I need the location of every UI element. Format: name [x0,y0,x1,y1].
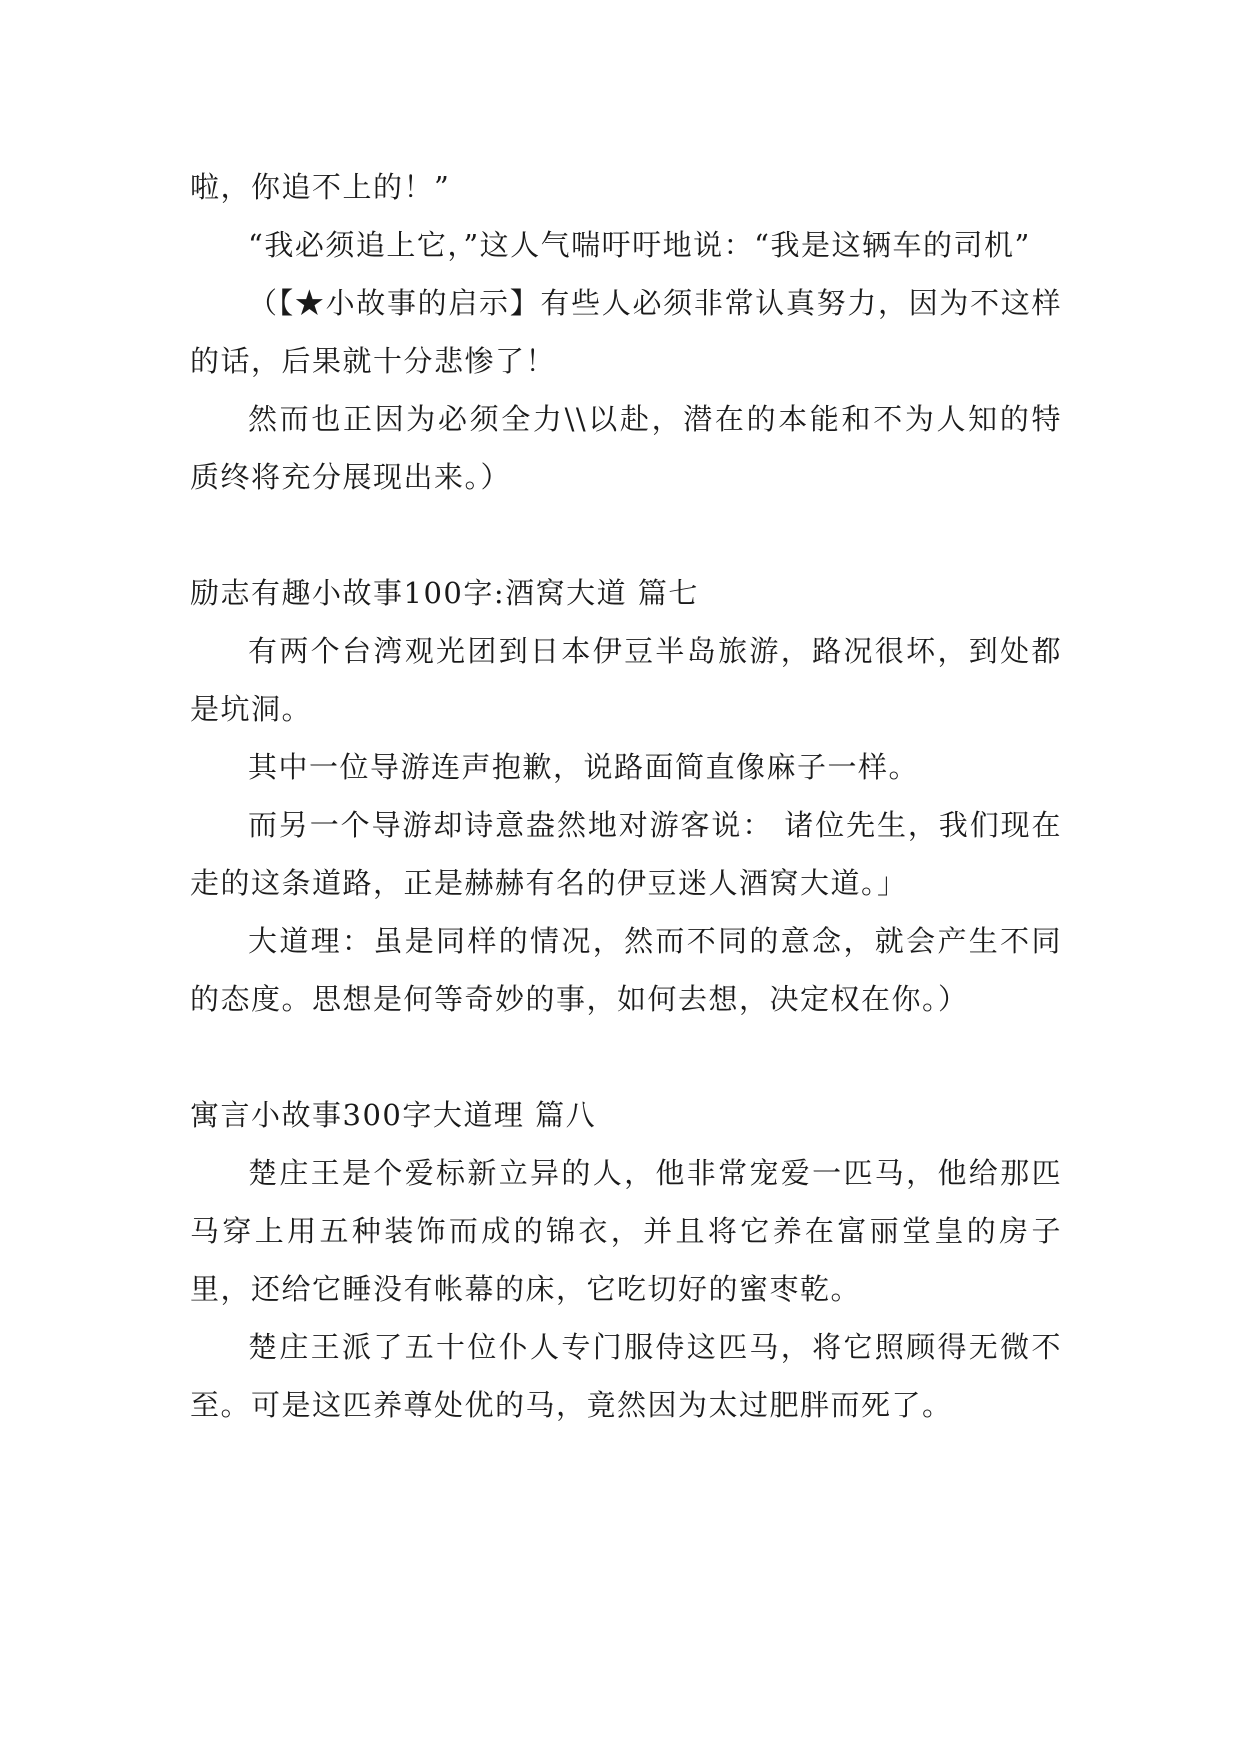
section-heading: 寓言小故事300字大道理 篇八 [190,1098,597,1132]
paragraph: 其中一位导游连声抱歉，说路面简直像麻子一样。 [248,750,920,784]
paragraph: 大道理：虽是同样的情况，然而不同的意念，就会产生不同的态度。思想是何等奇妙的事，如何去想，决定权在你。） [190,924,1062,1016]
paragraph: “我必须追上它，”这人气喘吁吁地说：“我是这辆车的司机” [248,228,1031,262]
section-gap [190,1028,1062,1086]
paragraph: 而另一个导游却诗意盎然地对游客说： 诸位先生，我们现在走的这条道路，正是赫赫有名的伊豆迷人酒窝大道。」 [190,808,1062,900]
document-body [190,158,1062,1434]
paragraph: 楚庄王是个爱标新立异的人，他非常宠爱一匹马，他给那匹马穿上用五种装饰而成的锦衣，并且将它养在富丽堂皇的房子里，还给它睡没有帐幕的床，它吃切好的蜜枣乾。 [190,1156,1062,1306]
paragraph: 啦，你追不上的！” [190,170,451,204]
section-gap [190,506,1062,564]
paragraph: 楚庄王派了五十位仆人专门服侍这匹马，将它照顾得无微不至。可是这匹养尊处优的马，竟然因为太过肥胖而死了。 [190,1330,1062,1422]
paragraph: （【★小故事的启示】有些人必须非常认真努力，因为不这样的话，后果就十分悲惨了！ [190,286,1062,378]
section-heading: 励志有趣小故事100字:酒窝大道 篇七 [190,576,699,610]
paragraph: 然而也正因为必须全力\\以赴，潜在的本能和不为人知的特质终将充分展现出来。） [190,402,1062,494]
paragraph: 有两个台湾观光团到日本伊豆半岛旅游，路况很坏，到处都是坑洞。 [190,634,1062,726]
